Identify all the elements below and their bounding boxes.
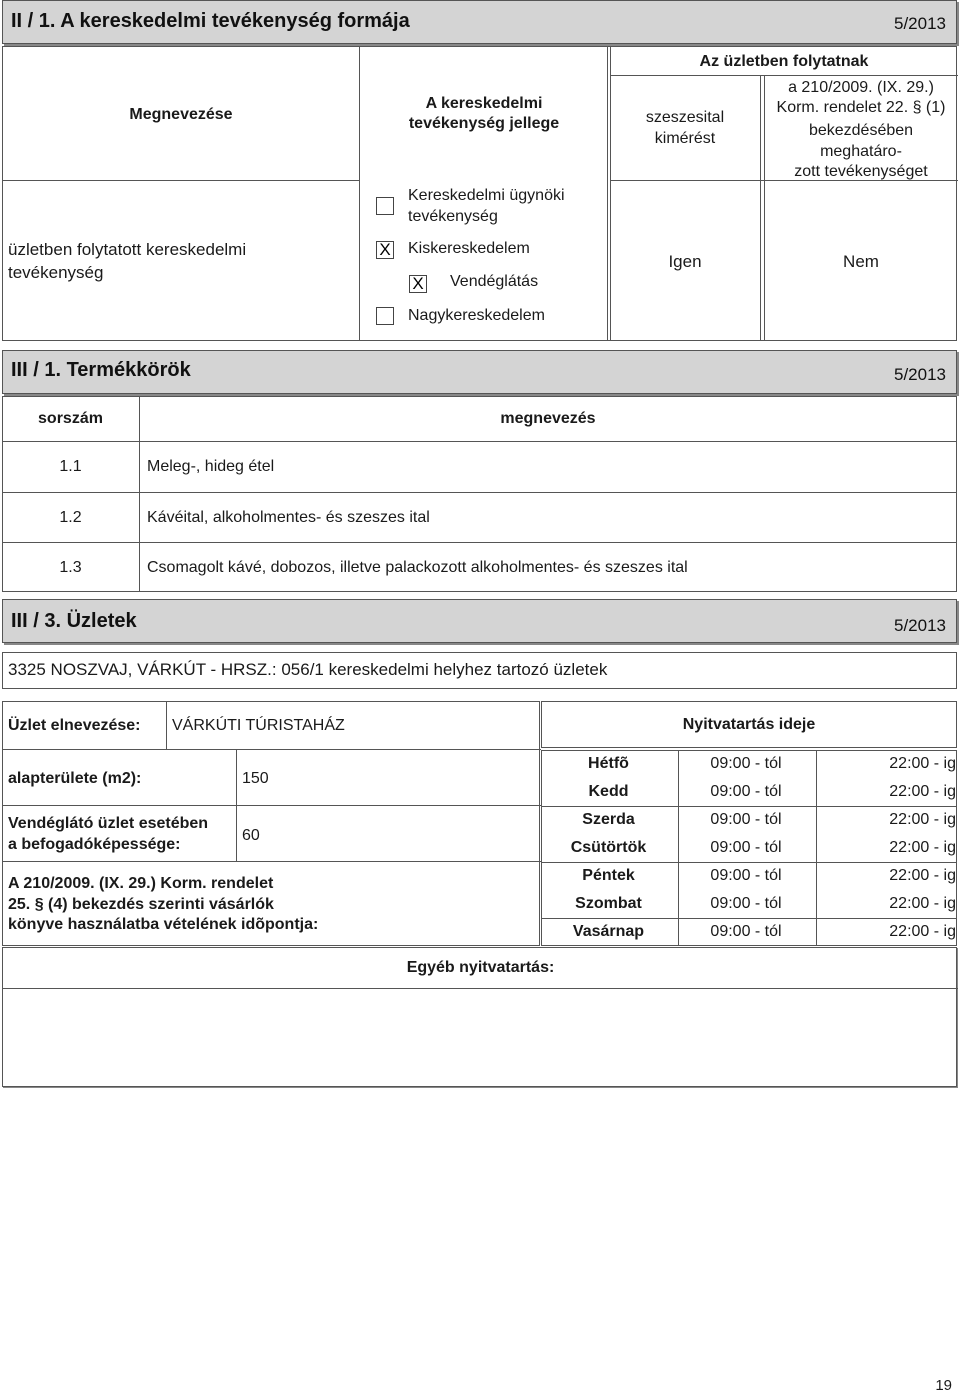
- hours-row: [541, 806, 957, 834]
- open-to: 22:00 - ig: [889, 839, 956, 856]
- product-row-num: 1.2: [59, 509, 82, 526]
- open-to: 22:00 - ig: [889, 895, 956, 912]
- book-label-3: könyve használatba vételének idõpontja:: [8, 916, 319, 933]
- open-from: 09:00 - tól: [710, 811, 782, 828]
- option-wholesale-label: Nagykereskedelem: [408, 307, 545, 324]
- hours-header: Nyitvatartás ideje: [682, 716, 816, 733]
- open-to: 22:00 - ig: [889, 867, 956, 884]
- section-year: 5/2013: [894, 616, 946, 635]
- alcohol-value: Igen: [668, 252, 702, 271]
- open-from: 09:00 - tól: [710, 783, 782, 800]
- hours-row: [541, 862, 957, 890]
- other-hours-box: [2, 947, 957, 1087]
- product-row-num: 1.1: [59, 458, 82, 475]
- section-header-activity-form: [2, 0, 957, 44]
- open-to: 22:00 - ig: [889, 755, 956, 772]
- row-name-1: üzletben folytatott kereskedelmi: [8, 240, 247, 259]
- col-nature-header-1: A kereskedelmi: [425, 95, 543, 112]
- col-reg-3: bekezdésében: [808, 122, 914, 139]
- section-title: III / 3. Üzletek: [11, 610, 137, 632]
- checkbox-catering[interactable]: X: [409, 275, 427, 293]
- open-to: 22:00 - ig: [889, 811, 956, 828]
- hours-row: [541, 778, 957, 806]
- other-hours-label: Egyéb nyitvatartás:: [406, 959, 555, 976]
- option-agent-label-2: tevékenység: [408, 208, 498, 225]
- shop-details: [2, 701, 540, 946]
- open-to: 22:00 - ig: [889, 783, 956, 800]
- row-name-2: tevékenység: [8, 263, 104, 282]
- shop-name: VÁRKÚTI TÚRISTAHÁZ: [172, 717, 345, 734]
- section-year: 5/2013: [894, 14, 946, 33]
- hours-row: [541, 890, 957, 918]
- checkbox-agent[interactable]: [376, 197, 394, 215]
- col-reg-5: zott tevékenységet: [794, 163, 928, 180]
- col-alcohol-1: szeszesital: [645, 109, 725, 126]
- col-reg-4: meghatáro-: [820, 143, 902, 160]
- day-label: Csütörtök: [570, 839, 647, 856]
- col-store-header: Az üzletben folytatnak: [699, 53, 869, 70]
- section-title: II / 1. A kereskedelmi tevékenység formája: [11, 10, 410, 32]
- day-label: Szombat: [575, 895, 642, 912]
- col-reg-1: a 210/2009. (IX. 29.): [788, 79, 934, 96]
- option-agent-label: Kereskedelmi ügynöki: [408, 187, 565, 204]
- open-to: 22:00 - ig: [889, 923, 956, 940]
- capacity-label-1: Vendéglátó üzlet esetében: [8, 815, 209, 832]
- checkbox-retail[interactable]: X: [376, 241, 394, 259]
- section-year: 5/2013: [894, 365, 946, 384]
- open-from: 09:00 - tól: [710, 839, 782, 856]
- book-label-1: A 210/2009. (IX. 29.) Korm. rendelet: [8, 875, 274, 892]
- shop-name-label: Üzlet elnevezése:: [8, 717, 141, 734]
- capacity-label-2: a befogadóképessége:: [8, 836, 181, 853]
- area-label: alapterülete (m2):: [8, 770, 142, 787]
- option-catering-label: Vendéglátás: [450, 273, 539, 290]
- day-label: Hétfõ: [588, 755, 629, 772]
- day-label: Vasárnap: [572, 923, 645, 940]
- open-from: 09:00 - tól: [710, 867, 782, 884]
- col-nature-header-2: tevékenység jellege: [408, 115, 560, 132]
- col-alcohol-2: kimérést: [654, 130, 716, 147]
- product-groups-table: [2, 396, 957, 592]
- regulation-value: Nem: [843, 252, 879, 271]
- col-name-header: megnevezés: [500, 410, 596, 427]
- open-from: 09:00 - tól: [710, 895, 782, 912]
- option-retail-label: Kiskereskedelem: [408, 240, 530, 257]
- product-row-name: Meleg-, hideg étel: [147, 458, 275, 475]
- open-from: 09:00 - tól: [710, 755, 782, 772]
- shop-address-bar: [2, 652, 957, 689]
- page-number: 19: [935, 1377, 952, 1394]
- hours-row: [541, 750, 957, 778]
- product-row-num: 1.3: [59, 559, 82, 576]
- day-label: Kedd: [588, 783, 629, 800]
- open-from: 09:00 - tól: [710, 923, 782, 940]
- hours-row: [541, 918, 957, 946]
- shop-address: 3325 NOSZVAJ, VÁRKÚT - HRSZ.: 056/1 kereskedelmi helyhez tartozó üzletek: [8, 660, 608, 679]
- col-reg-2: Korm. rendelet 22. § (1): [776, 99, 946, 116]
- product-row-name: Kávéital, alkoholmentes- és szeszes ital: [147, 509, 430, 526]
- section-title: III / 1. Termékkörök: [11, 359, 191, 381]
- capacity-value: 60: [242, 827, 260, 844]
- col-num-header: sorszám: [38, 410, 103, 427]
- product-row-name: Csomagolt kávé, dobozos, illetve palackozott alkoholmentes- és szeszes ital: [147, 559, 688, 576]
- day-label: Szerda: [582, 811, 635, 828]
- hours-list: [541, 750, 957, 946]
- hours-row: [541, 834, 957, 862]
- col-name-header: Megnevezése: [129, 106, 233, 123]
- activity-form-table: [2, 46, 957, 341]
- section-header-product-groups: [2, 350, 957, 394]
- book-label-2: 25. § (4) bekezdés szerinti vásárlók: [8, 896, 274, 913]
- day-label: Péntek: [582, 867, 635, 884]
- checkbox-wholesale[interactable]: [376, 307, 394, 325]
- section-header-shops: [2, 599, 957, 643]
- opening-hours: [541, 701, 957, 946]
- area-value: 150: [242, 770, 269, 787]
